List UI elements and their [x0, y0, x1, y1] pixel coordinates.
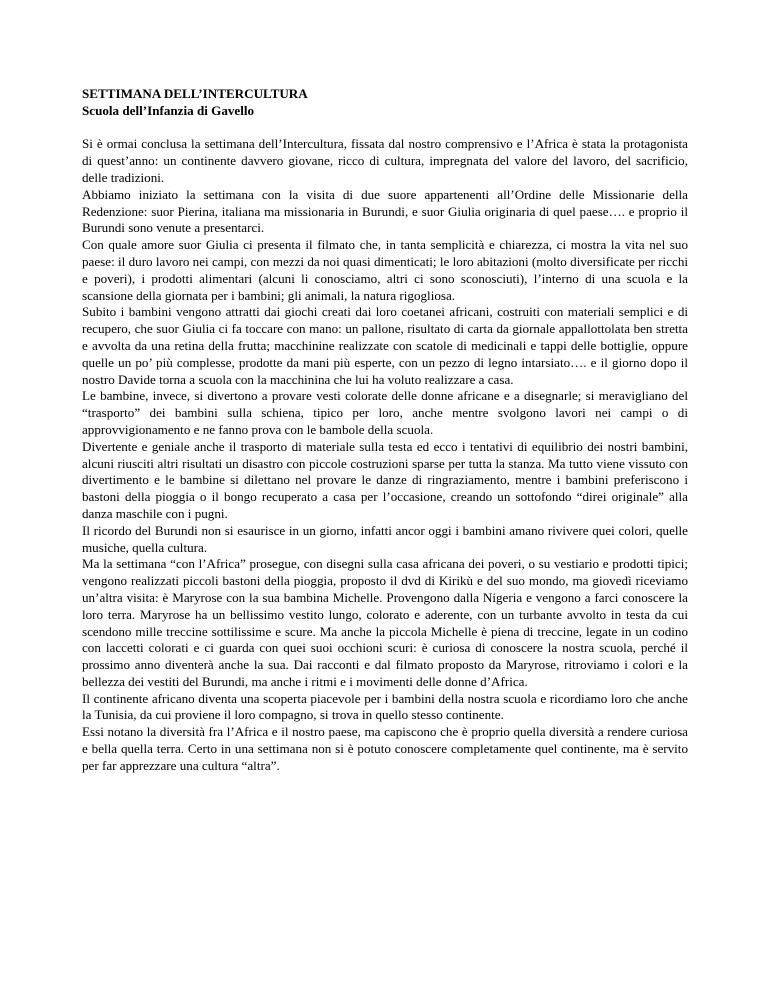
paragraph: Subito i bambini vengono attratti dai giochi creati dai loro coetanei africani, costruiti con materiali semplici e di recupero, che suor Giulia ci fa toccare con mano: un pallone, risultato di carta da giornale appallottolata ben stretta e avvolta da una retina della frutta; macchinine realizzate con scatole di medicinali e tappi delle bottiglie, oppure quelle un po’ più complesse, prodotte da mani più esperte, con un pezzo di legno intarsiato…. e il giorno dopo il nostro Davide torna a scuola con la macchinina che lui ha voluto realizzare a casa. — [82, 304, 688, 387]
paragraph: Divertente e geniale anche il trasporto di materiale sulla testa ed ecco i tentativi di equilibrio dei nostri bambini, alcuni riusciti altri risultati un disastro con piccole costruzioni sparse per tutta la stanza. Ma tutto viene vissuto con divertimento e le bambine si dilettano nel provare le danze di ringraziamento, mentre i bambini preferiscono i bastoni della pioggia o il bongo recuperato a casa per l’occasione, creando un sottofondo “direi originale” alla danza maschile con i pugni. — [82, 438, 688, 521]
spacer — [82, 120, 688, 137]
paragraph: Si è ormai conclusa la settimana dell’Intercultura, fissata dal nostro comprensivo e l’Africa è stata la protagonista di quest’anno: un continente davvero giovane, ricco di cultura, impregnata del valore del lavoro, del sacrificio, delle tradizioni. — [82, 136, 688, 185]
paragraph: Le bambine, invece, si divertono a provare vesti colorate delle donne africane e a disegnarle; si meravigliano del “trasporto” dei bambini sulla schiena, tipico per loro, anche mentre svolgono lavori nei campi o di approvvigionamento e ne fanno prova con le bambole della scuola. — [82, 388, 688, 437]
document-subtitle: Scuola dell’Infanzia di Gavello — [82, 102, 255, 118]
paragraph: Il ricordo del Burundi non si esaurisce in un giorno, infatti ancor oggi i bambini amano rivivere quei colori, quelle musiche, quella cultura. — [82, 522, 688, 555]
document-page — [82, 86, 688, 775]
paragraph: Essi notano la diversità fra l’Africa e il nostro paese, ma capiscono che è proprio quella diversità a rendere curiosa e bella quella terra. Certo in una settimana non si è potuto conoscere completamente quel continente, ma è servito per far apprezzare una cultura “altra”. — [82, 724, 688, 773]
paragraph: Ma la settimana “con l’Africa” prosegue, con disegni sulla casa africana dei poveri, o su vestiario e prodotti tipici; vengono realizzati piccoli bastoni della pioggia, proposto il dvd di Kirikù e del suo mondo, ma giovedì riceviamo un’altra visita: è Maryrose con la sua bambina Michelle. Provengono dalla Nigeria e vengono a farci conoscere la loro terra. Maryrose ha un bellissimo vestito lungo, colorato e aderente, con un turbante avvolto in testa da cui scendono mille treccine sottilissime e scure. Ma anche la piccola Michelle è piena di treccine, legate in un codino con laccetti colorati e ci guarda con quei suoi occhioni scuri: è curiosa di conoscere la nostra scuola, perché il prossimo anno diventerà anche la sua. Dai racconti e dal filmato proposto da Maryrose, ritroviamo i colori e la bellezza dei vestiti del Burundi, ma anche i ritmi e i movimenti delle donne d’Africa. — [82, 556, 688, 689]
paragraph: Con quale amore suor Giulia ci presenta il filmato che, in tanta semplicità e chiarezza, ci mostra la vita nel suo paese: il duro lavoro nei campi, con mezzi da noi quasi dimenticati; le loro abitazioni (molto diversificate per ricchi e poveri), i prodotti alimentari (alcuni li conosciamo, altri ci sono sconosciuti), l’interno di una scuola e la scansione della giornata per i bambini; gli animali, la natura rigogliosa. — [82, 237, 688, 303]
paragraph: Abbiamo iniziato la settimana con la visita di due suore appartenenti all’Ordine delle Missionarie della Redenzione: suor Pierina, italiana ma missionaria in Burundi, e suor Giulia originaria di quel paese…. e proprio il Burundi sono venute a presentarci. — [82, 186, 688, 236]
paragraph: Il continente africano diventa una scoperta piacevole per i bambini della nostra scuola e ricordiamo loro che anche la Tunisia, da cui proviene il loro compagno, si trova in quello stesso continente. — [82, 690, 688, 723]
document-title: SETTIMANA DELL’INTERCULTURA — [82, 86, 308, 101]
